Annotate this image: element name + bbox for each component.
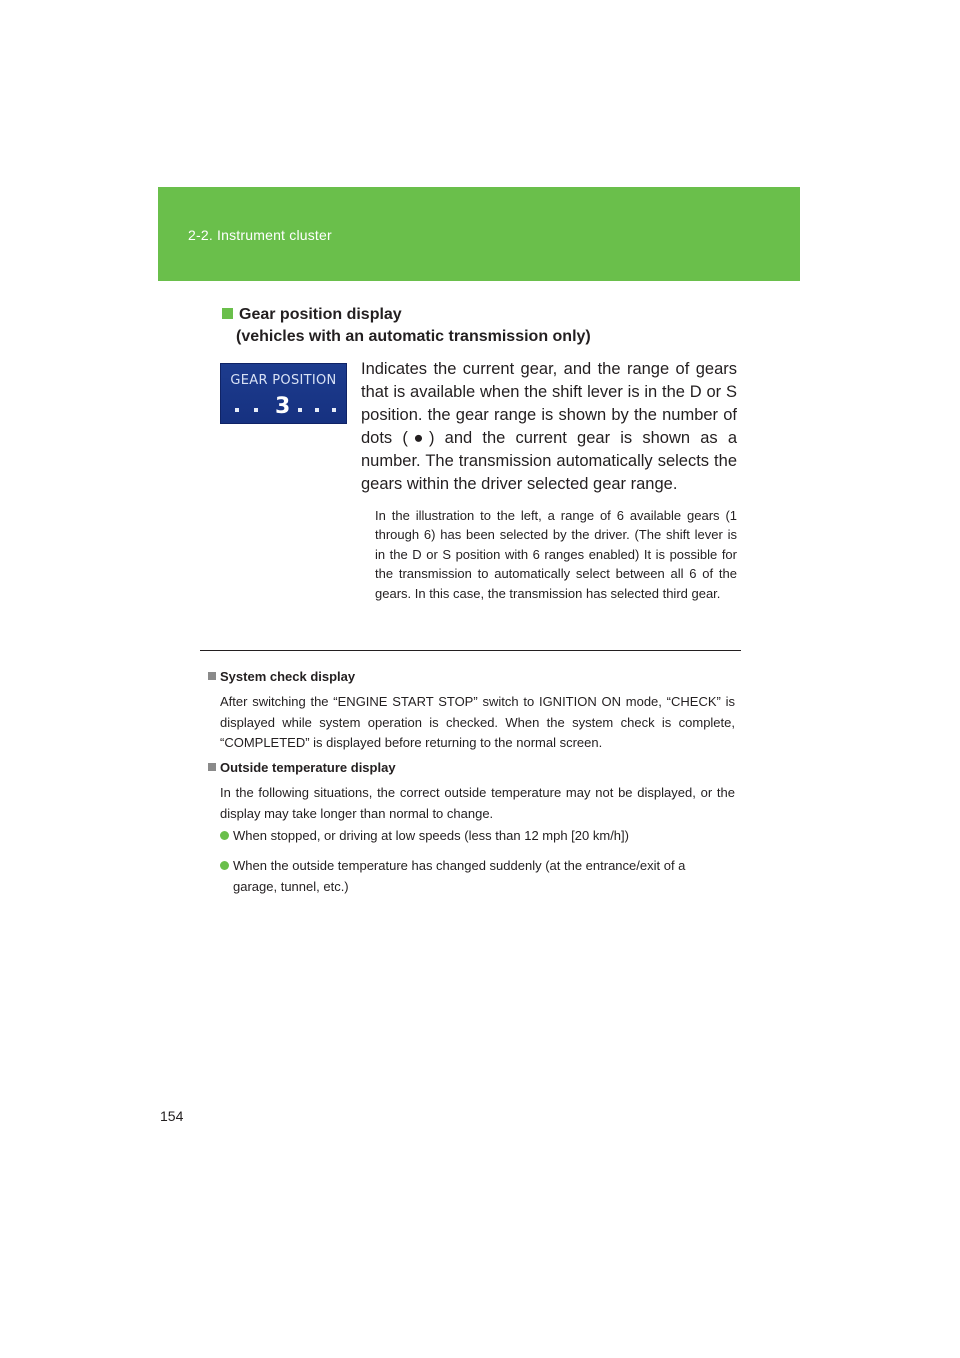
bullet-dot-icon bbox=[220, 831, 229, 840]
system-check-title-text: System check display bbox=[220, 669, 356, 684]
illustration-note: In the illustration to the left, a range of 6 available gears (1 through 6) has been selected by the driver. (The shift lever is in the D or S position with 6 ranges enabled) It is possible for the transmission to automatically select between all 6 of the gears. In this case, the transmission has selected third gear. bbox=[375, 508, 737, 601]
header-band bbox=[158, 187, 800, 281]
bullet-text: When the outside temperature has changed suddenly (at the entrance/exit of a bbox=[233, 858, 686, 873]
gear-range-dots bbox=[221, 394, 346, 418]
gear-position-display-image bbox=[220, 363, 347, 424]
gear-dot bbox=[235, 408, 239, 412]
heading-square-icon bbox=[222, 308, 233, 319]
page-number: 154 bbox=[160, 1108, 184, 1124]
bullet-text: When stopped, or driving at low speeds (less than 12 mph [20 km/h]) bbox=[233, 828, 629, 843]
system-check-title bbox=[208, 669, 355, 684]
outside-temp-title-text: Outside temperature display bbox=[220, 760, 396, 775]
gear-description: Indicates the current gear, and the range of gears that is available when the shift lever is in the D or S position. the gear range is shown by the number of dots (●) and the current gear is shown as a number. The transmission automatically selects the gears within the driver selected gear range. bbox=[361, 360, 737, 493]
gear-dot bbox=[298, 408, 302, 412]
list-item bbox=[220, 826, 735, 847]
gear-position-heading bbox=[222, 304, 591, 348]
outside-temp-text: In the following situations, the correct outside temperature may not be displayed, or the display may take longer than normal to change. bbox=[220, 785, 735, 821]
gear-dot bbox=[254, 408, 258, 412]
heading-line2: (vehicles with an automatic transmission only) bbox=[236, 328, 591, 345]
outside-temp-title bbox=[208, 760, 396, 775]
divider bbox=[200, 650, 741, 651]
gear-dot bbox=[315, 408, 319, 412]
list-item bbox=[220, 856, 735, 897]
system-check-text: After switching the “ENGINE START STOP” switch to IGNITION ON mode, “CHECK” is displayed while system operation is checked. When the system check is complete, “COMPLETED” is displayed before returning to the normal screen. bbox=[220, 694, 735, 750]
heading-line1: Gear position display bbox=[239, 306, 402, 323]
gear-display-title: GEAR POSITION bbox=[230, 373, 337, 388]
section-label: 2-2. Instrument cluster bbox=[188, 227, 332, 243]
note-square-icon bbox=[208, 763, 216, 771]
bullet-text-continued: garage, tunnel, etc.) bbox=[233, 878, 349, 894]
current-gear-number: 3 bbox=[275, 394, 291, 419]
note-square-icon bbox=[208, 672, 216, 680]
bullet-dot-icon bbox=[220, 861, 229, 870]
gear-dot bbox=[332, 408, 336, 412]
